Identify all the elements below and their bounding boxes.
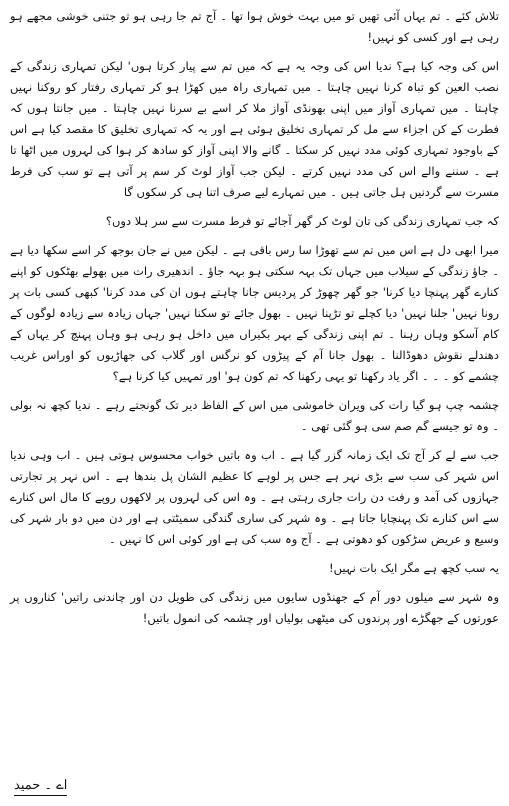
paragraph-1: تلاش کئے ۔ تم یہاں آئی تھیں تو میں بہت خوش ہوا تھا ۔ آج تم جا رہی ہو تو جتنی خوشی مجھے ہو رہی ہے اور کسی کو نہیں! — [10, 9, 499, 44]
paragraph-4: میرا ابھی دل ہے اس میں تم سے تھوڑا سا رس باقی ہے ۔ لیکن میں نے جان بوجھ کر اسے سکھا دیا ہے ۔ جاؤ زندگی کے سیلاب میں جہاں تک بہہ سکتی ہو بہہ جاؤ ۔ اندھیری رات میں بھولے بھٹکوں کو اپنے کنارے گھر پہنچا دیا کرنا' جو گھر چھوڑ کر پردیس جانا چاہتے ہوں ان کی مدد کرنا' کبھی کسی بات پر رونا نہیں' جلنا نہیں' دیا کچلے تو تڑپنا نہیں ۔ بھول جائے تو سکنا نہیں' جہاں زیادہ سے زیادہ لوگوں کے کام آسکو وہاں رہنا ۔ تم اپنی زندگی کے بہر بکیراں میں داخل ہو رہی ہو وہاں پہنچ کر یہاں کے دھندلے نقوش دھوڈالنا ۔ بھول جانا آم کے پیڑوں کو نرگس اور گلاب کی جھاڑیوں کو اوراس غریب چشمے کو ۔ ۔ ۔ اگر یاد رکھنا تو یہی رکھنا کہ تم کون ہو' اور تمہیں کیا کرنا ہے؟ — [10, 243, 499, 383]
paragraph-7: یہ سب کچھ ہے مگر ایک بات نہیں! — [329, 561, 499, 575]
paragraph-2: اس کی وجہ کیا ہے؟ ندیا اس کی وجہ یہ ہے کہ میں تم سے پیار کرتا ہوں' لیکن تمہاری زندگی کے نصب العین کو تباہ کرنا نہیں چاہتا ۔ میں تمہاری راہ میں کھڑا ہو کر تمہاری رفتار کو روکنا نہیں چاہتا ۔ میں تمہاری آواز میں اپنی بھونڈی آواز ملا کر اسے بے سرنا نہیں چاہتا ۔ میں جانتا ہوں کہ فطرت کے کن اجزاء سے مل کر تمہاری تخلیق ہوئی ہے اور یہ کہ تمہاری تخلیق کا مقصد کیا ہے اس کے باوجود تمہاری کوئی مدد نہیں کر سکتا ۔ گانے والا اپنی آواز کو سادھ کر ہوا کی لہروں میں اٹھا تا ہے ۔ سننے والے اس کی مدد نہیں کرتے ۔ لیکن جب آواز لوٹ کر سم پر آتی ہے تو سب کی فرط مسرت سے گردنیں ہل جاتی ہیں ۔ میں تمہارے لیے صرف اتنا ہی کر سکوں گا — [10, 59, 499, 199]
paragraph-8: وہ شہر سے میلوں دور آم کے جھنڈوں سایوں میں زندگی کی طویل دن اور چاندنی راتیں' کناروں پر عورتوں کے جھگڑے اور پرندوں کی میٹھی بولیاں اور چشمہ کی انمول باتیں! — [10, 590, 499, 625]
author-name: اے ۔ حمید — [14, 778, 68, 793]
author-signature — [14, 778, 67, 796]
paragraph-6: جب سے لے کر آج تک ایک زمانہ گزر گیا ہے ۔ اب وہ باتیں خواب محسوس ہوتی ہیں ۔ اب وہی ندیا اس شہر کی سب سے بڑی نہر ہے جس پر لوہے کا عظیم الشان پل بندھا ہے ۔ اس نہر پر تجارتی جہازوں کی آمد و رفت دن رات جاری رہتی ہے ۔ وہ اس کی لہروں پر لاکھوں روپے کا مال اس کنارے سے اس کنارے تک پہنچایا جاتا ہے ۔ وہ شہر کی ساری گندگی سمیٹتی ہے اور دن میں دو بار شہر کی وسیع و عریض سڑکوں کو دھوتی ہے ۔ آج وہ سب کی ہے اور کوئی اس کا نہیں ۔ — [10, 448, 499, 546]
signature-underline — [14, 795, 67, 796]
paragraph-3: کہ جب تمہاری زندگی کی تان لوٹ کر گھر آجائے تو فرط مسرت سے سر ہلا دوں؟ — [105, 214, 499, 228]
paragraph-5: چشمہ چپ ہو گیا رات کی ویران خاموشی میں اس کے الفاظ دیر تک گونجتے رہے ۔ ندیا کچھ نہ بولی ۔ وہ تو جیسے گم صم سی ہو گئی تھی ۔ — [10, 398, 499, 433]
